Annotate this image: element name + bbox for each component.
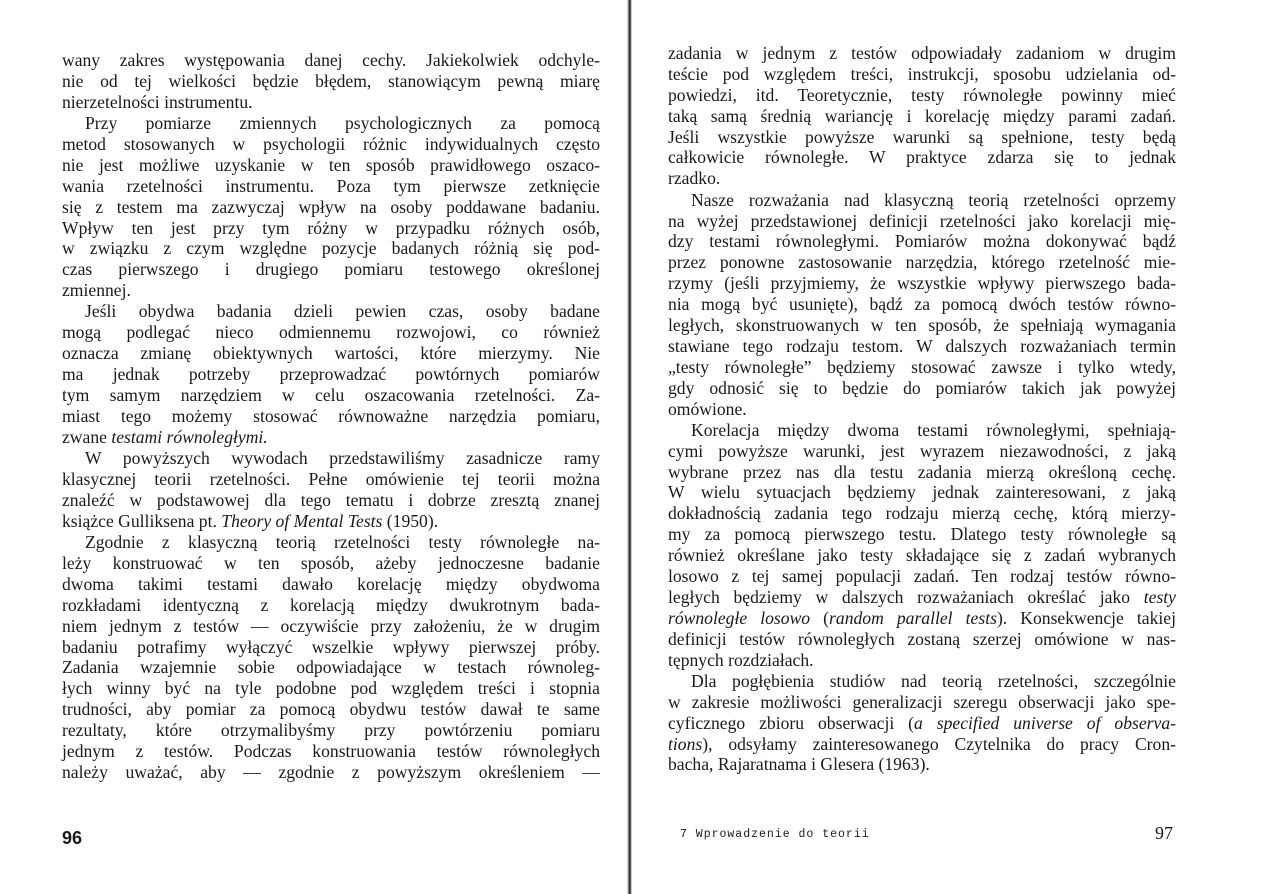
text-segment: Przy pomiarze zmiennych psychologicznych za pomocą bbox=[85, 113, 600, 134]
text-line bbox=[62, 259, 600, 280]
text-line bbox=[62, 197, 600, 218]
text-segment: ). Konsekwencje takiej bbox=[996, 607, 1176, 628]
text-segment: (1950). bbox=[382, 510, 439, 531]
text-line bbox=[62, 469, 600, 490]
text-segment: W powyższych wywodach przedstawiliśmy zasadnicze ramy bbox=[85, 448, 600, 469]
right-page-body bbox=[668, 43, 1176, 775]
text-line bbox=[668, 399, 1176, 420]
text-line bbox=[668, 692, 1176, 713]
text-segment: ), odsyłamy zainteresowanego Czytelnika do pracy Cron- bbox=[702, 733, 1176, 754]
text-line bbox=[668, 190, 1176, 211]
text-line bbox=[62, 113, 600, 134]
text-line bbox=[668, 462, 1176, 483]
text-segment: jednym z testów. Podczas konstruowania testów równoległych bbox=[62, 740, 600, 761]
text-line bbox=[668, 294, 1176, 315]
text-segment: wany zakres występowania danej cechy. Jakiekolwiek odchyle- bbox=[62, 50, 600, 70]
text-line bbox=[668, 336, 1176, 357]
page-number: 96 bbox=[62, 828, 83, 848]
italic-text: testy bbox=[1143, 586, 1176, 607]
text-segment: dzy testami równoległymi. Pomiarów można dokonywać bądź bbox=[668, 231, 1176, 252]
text-line bbox=[62, 699, 600, 720]
text-line bbox=[668, 524, 1176, 545]
text-line bbox=[62, 574, 600, 595]
text-line bbox=[62, 448, 600, 469]
text-line bbox=[668, 231, 1176, 252]
italic-text: a specified universe of observa- bbox=[914, 712, 1176, 733]
text-segment: przez ponowne zastosowanie narzędzia, którego rzetelność mie- bbox=[668, 252, 1176, 273]
text-line bbox=[668, 106, 1176, 127]
text-segment: W wielu sytuacjach będziemy jednak zainteresowani, z jaką bbox=[668, 482, 1176, 503]
italic-text: tions bbox=[668, 733, 703, 754]
text-segment: Dla pogłębienia studiów nad teorią rzetelności, szczególnie bbox=[691, 670, 1176, 691]
text-segment: gdy odnosić się to będzie do pomiarów takich jak powyżej bbox=[668, 377, 1176, 398]
text-line bbox=[668, 211, 1176, 232]
text-segment: ma jednak potrzeby przeprowadzać powtórnych pomiarów bbox=[62, 364, 600, 385]
text-segment: Zadania wzajemnie sobie odpowiadające w testach równoleg- bbox=[62, 657, 600, 678]
text-line bbox=[668, 503, 1176, 524]
text-segment: ległych będziemy w dalszych rozważaniach określać jako bbox=[668, 586, 1144, 607]
text-segment: tępnych rozdziałach. bbox=[668, 649, 814, 670]
text-line bbox=[668, 734, 1176, 755]
text-segment: oznacza zmianę obiektywnych wartości, które mierzymy. Nie bbox=[62, 343, 600, 364]
text-line bbox=[668, 252, 1176, 273]
text-line bbox=[62, 385, 600, 406]
right-page bbox=[632, 0, 1262, 894]
text-segment: mogą podlegać nieco odmiennemu rozwojowi, co również bbox=[62, 322, 600, 343]
text-segment: Wpływ ten jest przy tym różny w przypadku różnych osób, bbox=[62, 217, 600, 238]
text-segment: na wyżej przedstawionej definicji rzetelności jako korelacji mię- bbox=[668, 210, 1176, 231]
text-line bbox=[62, 678, 600, 699]
text-segment: metod stosowanych w psychologii różnic indywidualnych często bbox=[62, 133, 600, 154]
text-segment: zmiennej. bbox=[62, 280, 131, 301]
text-segment: się z testem ma zazwyczaj wpływ na osoby poddawane badaniu. bbox=[62, 196, 600, 217]
text-line bbox=[668, 671, 1176, 692]
text-segment: badaniu potrafimy wyłączyć wszelkie wpływy pierwszej próby. bbox=[62, 636, 600, 657]
text-line bbox=[62, 50, 600, 71]
text-segment: Korelacja między dwoma testami równoległymi, spełniają- bbox=[691, 419, 1176, 440]
text-segment: zadania w jednym z testów odpowiadały zadaniom w drugim bbox=[668, 43, 1176, 63]
text-segment: wybrane przez nas dla testu zadania mierzą określoną cechę. bbox=[668, 461, 1176, 482]
text-segment: w zakresie możliwości generalizacji szeregu obserwacji jako spe- bbox=[668, 691, 1176, 712]
text-line bbox=[62, 595, 600, 616]
text-line bbox=[668, 64, 1176, 85]
text-line bbox=[62, 364, 600, 385]
text-segment: dwoma takimi testami dawało korelację między obydwoma bbox=[62, 573, 600, 594]
text-segment: w związku z czym względne pozycje badanych różnią się pod- bbox=[62, 238, 600, 259]
text-line bbox=[62, 218, 600, 239]
text-segment: dokładnością zadania tego rodzaju mierzą cechę, którą mierzy- bbox=[668, 503, 1176, 524]
text-line bbox=[668, 650, 1176, 671]
text-segment: teście pod względem treści, instrukcji, sposobu udzielania od- bbox=[668, 63, 1176, 84]
text-line bbox=[668, 754, 1176, 775]
text-segment: leży konstruować w ten sposób, ażeby jednoczesne badanie bbox=[62, 552, 600, 573]
text-line bbox=[668, 85, 1176, 106]
text-segment: niem jednym z testów — oczywiście przy założeniu, że w drugim bbox=[62, 615, 600, 636]
text-segment: rozkładami identyczną z korelacją między dwukrotnym bada- bbox=[62, 594, 600, 615]
text-segment: klasycznej teorii rzetelności. Pełne omówienie tej teorii można bbox=[62, 468, 600, 489]
left-page-body bbox=[62, 50, 600, 783]
text-line bbox=[62, 92, 600, 113]
text-segment: cyficznego zbioru obserwacji ( bbox=[668, 712, 915, 733]
text-line bbox=[62, 406, 600, 427]
text-segment: Nasze rozważania nad klasyczną teorią rzetelności oprzemy bbox=[691, 189, 1176, 210]
italic-text: Theory of Mental Tests bbox=[221, 510, 383, 531]
text-line bbox=[62, 762, 600, 783]
text-line bbox=[668, 713, 1176, 734]
text-segment: ( bbox=[810, 607, 830, 628]
text-segment: ległych, skonstruowanych w ten sposób, że spełniają wymagania bbox=[668, 314, 1176, 335]
text-segment: powiedzi, itd. Teoretycznie, testy równoległe powinny mieć bbox=[668, 84, 1176, 105]
text-segment: nia mogą być usunięte), bądź za pomocą dwóch testów równo- bbox=[668, 294, 1176, 315]
text-line bbox=[62, 657, 600, 678]
text-segment: losowo z tej samej populacji zadań. Ten rodzaj testów równo- bbox=[668, 566, 1176, 587]
text-segment: taką samą średnią wariancję i korelację między parami zadań. bbox=[668, 105, 1176, 126]
italic-text: random parallel tests bbox=[829, 607, 997, 628]
text-line bbox=[668, 147, 1176, 168]
text-segment: nie jest możliwe uzyskanie w ten sposób prawidłowego oszaco- bbox=[62, 154, 600, 175]
text-segment: tym samym narzędziem w celu oszacowania rzetelności. Za- bbox=[62, 385, 600, 406]
text-segment: książce Gulliksena pt. bbox=[62, 510, 222, 531]
text-segment: Zgodnie z klasyczną teorią rzetelności testy równoległe na- bbox=[85, 532, 600, 553]
left-page bbox=[0, 0, 630, 894]
text-line bbox=[668, 127, 1176, 148]
text-line bbox=[62, 280, 600, 301]
text-segment: cymi powyższe warunki, jest wyrazem niezawodności, z jaką bbox=[668, 440, 1176, 461]
text-line bbox=[62, 490, 600, 511]
text-line bbox=[62, 301, 600, 322]
text-segment: należy uważać, aby — zgodnie z powyższym określeniem — bbox=[62, 761, 600, 782]
text-segment: rzadko. bbox=[668, 168, 721, 189]
text-line bbox=[668, 441, 1176, 462]
italic-text: równoległe losowo bbox=[668, 607, 811, 628]
text-segment: miast tego możemy stosować równoważne narzędzia pomiaru, bbox=[62, 405, 600, 426]
text-segment: omówione. bbox=[668, 398, 747, 419]
text-line bbox=[62, 616, 600, 637]
text-line bbox=[62, 155, 600, 176]
text-line bbox=[668, 566, 1176, 587]
text-line bbox=[62, 176, 600, 197]
text-segment: również określane jako testy składające się z zadań wybranych bbox=[668, 545, 1176, 566]
text-line bbox=[668, 168, 1176, 189]
text-line bbox=[668, 378, 1176, 399]
text-segment: „testy równoległe” będziemy stosować zawsze i tylko wtedy, bbox=[668, 356, 1176, 377]
text-line bbox=[668, 629, 1176, 650]
text-line bbox=[62, 71, 600, 92]
text-line bbox=[62, 532, 600, 553]
text-line bbox=[62, 427, 600, 448]
text-line bbox=[62, 343, 600, 364]
text-segment: znaleźć w podstawowej dla tego tematu i dobrze zresztą znanej bbox=[62, 489, 600, 510]
text-segment: nie od tej wielkości będzie błędem, stanowiącym pewną miarę bbox=[62, 70, 600, 91]
chapter-footer: 7 Wprowadzenie do teorii bbox=[680, 828, 870, 841]
page-number: 97 bbox=[1155, 823, 1173, 843]
text-segment: wania rzetelności instrumentu. Poza tym pierwsze zetknięcie bbox=[62, 175, 600, 196]
text-segment: nierzetelności instrumentu. bbox=[62, 91, 253, 112]
text-segment: bacha, Rajaratnama i Glesera (1963). bbox=[668, 754, 930, 775]
text-segment: trudności, aby pomiar za pomocą obydwu testów dawał te same bbox=[62, 699, 600, 720]
text-segment: zwane bbox=[62, 426, 112, 447]
text-segment: rezultaty, które otrzymalibyśmy przy powtórzeniu pomiaru bbox=[62, 720, 600, 741]
text-line bbox=[62, 134, 600, 155]
text-line bbox=[668, 315, 1176, 336]
text-segment: my za pomocą pierwszego testu. Dlatego testy równoległe są bbox=[668, 524, 1176, 545]
text-line bbox=[668, 273, 1176, 294]
text-segment: Jeśli wszystkie powyższe warunki są spełnione, testy będą bbox=[668, 126, 1176, 147]
text-segment: czas pierwszego i drugiego pomiaru testowego określonej bbox=[62, 259, 600, 280]
text-segment: stawiane tego rodzaju testom. W dalszych rozważaniach termin bbox=[668, 335, 1176, 356]
text-line bbox=[668, 482, 1176, 503]
text-line bbox=[62, 720, 600, 741]
text-segment: łych winny być na tyle podobne pod względem treści i stopnia bbox=[62, 678, 600, 699]
text-line bbox=[62, 238, 600, 259]
italic-text: testami równoległymi. bbox=[111, 426, 268, 447]
text-line bbox=[668, 545, 1176, 566]
text-line bbox=[668, 43, 1176, 64]
text-line bbox=[668, 608, 1176, 629]
text-segment: całkowicie równoległe. W praktyce zdarza się to jednak bbox=[668, 147, 1176, 168]
text-line bbox=[62, 637, 600, 658]
text-line bbox=[668, 587, 1176, 608]
text-segment: definicji testów równoległych zostaną szerzej omówione w nas- bbox=[668, 628, 1176, 649]
text-line bbox=[62, 511, 600, 532]
text-line bbox=[62, 322, 600, 343]
text-line bbox=[62, 741, 600, 762]
text-line bbox=[668, 357, 1176, 378]
text-line bbox=[668, 420, 1176, 441]
text-line bbox=[62, 553, 600, 574]
text-segment: rzymy (jeśli przyjmiemy, że wszystkie wpływy pierwszego bada- bbox=[668, 273, 1176, 294]
text-segment: Jeśli obydwa badania dzieli pewien czas, osoby badane bbox=[85, 301, 600, 322]
